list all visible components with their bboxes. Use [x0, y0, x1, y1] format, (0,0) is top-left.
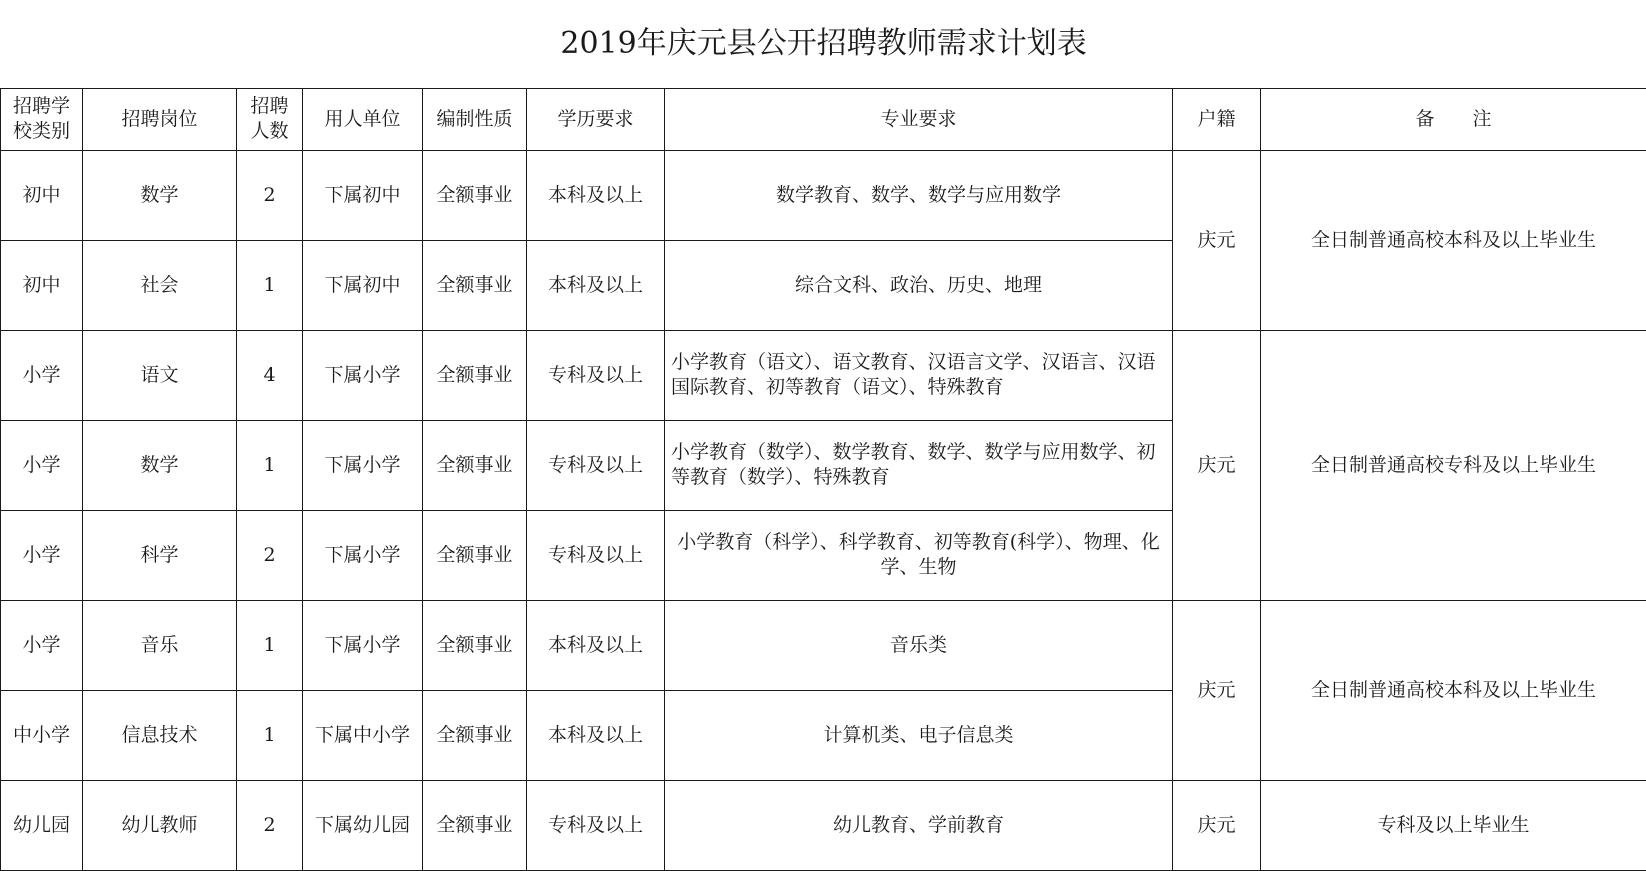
header-position: 招聘岗位 [83, 88, 237, 150]
header-major: 专业要求 [665, 88, 1173, 150]
header-school-type-line1: 招聘学 [13, 95, 70, 117]
cell-education: 专科及以上 [527, 420, 665, 510]
cell-education: 本科及以上 [527, 690, 665, 780]
header-household: 户籍 [1173, 88, 1261, 150]
cell-count: 2 [237, 510, 303, 600]
cell-count: 1 [237, 690, 303, 780]
header-count-line1: 招聘 [250, 95, 288, 117]
cell-staffing: 全额事业 [423, 420, 527, 510]
cell-major: 小学教育（数学）、数学教育、数学、数学与应用数学、初等教育（数学）、特殊教育 [665, 420, 1173, 510]
cell-employer: 下属幼儿园 [303, 780, 423, 870]
cell-major: 计算机类、电子信息类 [665, 690, 1173, 780]
cell-major: 幼儿教育、学前教育 [665, 780, 1173, 870]
cell-major: 小学教育（语文）、语文教育、汉语言文学、汉语言、汉语国际教育、初等教育（语文）、特殊教育 [665, 330, 1173, 420]
cell-position: 音乐 [83, 600, 237, 690]
cell-staffing: 全额事业 [423, 690, 527, 780]
header-row [1, 88, 1646, 150]
cell-education: 专科及以上 [527, 780, 665, 870]
cell-staffing: 全额事业 [423, 150, 527, 240]
cell-major: 小学教育（科学）、科学教育、初等教育(科学）、物理、化学、生物 [665, 510, 1173, 600]
cell-school-type: 小学 [1, 510, 83, 600]
cell-position: 幼儿教师 [83, 780, 237, 870]
cell-school-type: 幼儿园 [1, 780, 83, 870]
cell-household: 庆元 [1173, 600, 1261, 780]
cell-household: 庆元 [1173, 150, 1261, 330]
cell-major: 综合文科、政治、历史、地理 [665, 240, 1173, 330]
cell-count: 1 [237, 240, 303, 330]
cell-major: 数学教育、数学、数学与应用数学 [665, 150, 1173, 240]
table-row [1, 600, 1646, 690]
cell-count: 1 [237, 420, 303, 510]
cell-position: 信息技术 [83, 690, 237, 780]
cell-staffing: 全额事业 [423, 600, 527, 690]
table-row [1, 780, 1646, 870]
cell-remark: 专科及以上毕业生 [1261, 780, 1646, 870]
cell-education: 本科及以上 [527, 240, 665, 330]
cell-staffing: 全额事业 [423, 240, 527, 330]
cell-remark: 全日制普通高校专科及以上毕业生 [1261, 330, 1646, 600]
cell-employer: 下属小学 [303, 510, 423, 600]
cell-school-type: 中小学 [1, 690, 83, 780]
cell-employer: 下属初中 [303, 240, 423, 330]
cell-staffing: 全额事业 [423, 510, 527, 600]
cell-school-type: 小学 [1, 600, 83, 690]
header-count [237, 88, 303, 150]
header-education: 学历要求 [527, 88, 665, 150]
cell-position: 科学 [83, 510, 237, 600]
header-employer: 用人单位 [303, 88, 423, 150]
cell-household: 庆元 [1173, 780, 1261, 870]
cell-education: 本科及以上 [527, 600, 665, 690]
title-row [1, 0, 1646, 88]
table-row [1, 150, 1646, 240]
cell-school-type: 小学 [1, 420, 83, 510]
cell-position: 数学 [83, 420, 237, 510]
cell-staffing: 全额事业 [423, 330, 527, 420]
cell-count: 2 [237, 780, 303, 870]
header-school-type [1, 88, 83, 150]
header-count-line2: 人数 [250, 120, 288, 142]
cell-education: 专科及以上 [527, 330, 665, 420]
header-school-type-line2: 校类别 [13, 120, 70, 142]
cell-staffing: 全额事业 [423, 780, 527, 870]
cell-education: 专科及以上 [527, 510, 665, 600]
cell-employer: 下属小学 [303, 420, 423, 510]
page-title: 2019年庆元县公开招聘教师需求计划表 [1, 0, 1646, 88]
cell-employer: 下属中小学 [303, 690, 423, 780]
cell-employer: 下属初中 [303, 150, 423, 240]
cell-count: 2 [237, 150, 303, 240]
cell-remark: 全日制普通高校本科及以上毕业生 [1261, 600, 1646, 780]
cell-household: 庆元 [1173, 330, 1261, 600]
cell-employer: 下属小学 [303, 600, 423, 690]
cell-employer: 下属小学 [303, 330, 423, 420]
cell-school-type: 初中 [1, 240, 83, 330]
header-staffing: 编制性质 [423, 88, 527, 150]
cell-major: 音乐类 [665, 600, 1173, 690]
cell-education: 本科及以上 [527, 150, 665, 240]
cell-position: 社会 [83, 240, 237, 330]
table-row [1, 330, 1646, 420]
cell-remark: 全日制普通高校本科及以上毕业生 [1261, 150, 1646, 330]
cell-count: 1 [237, 600, 303, 690]
header-remark: 备 注 [1261, 88, 1646, 150]
cell-position: 数学 [83, 150, 237, 240]
cell-school-type: 小学 [1, 330, 83, 420]
cell-position: 语文 [83, 330, 237, 420]
cell-count: 4 [237, 330, 303, 420]
cell-school-type: 初中 [1, 150, 83, 240]
